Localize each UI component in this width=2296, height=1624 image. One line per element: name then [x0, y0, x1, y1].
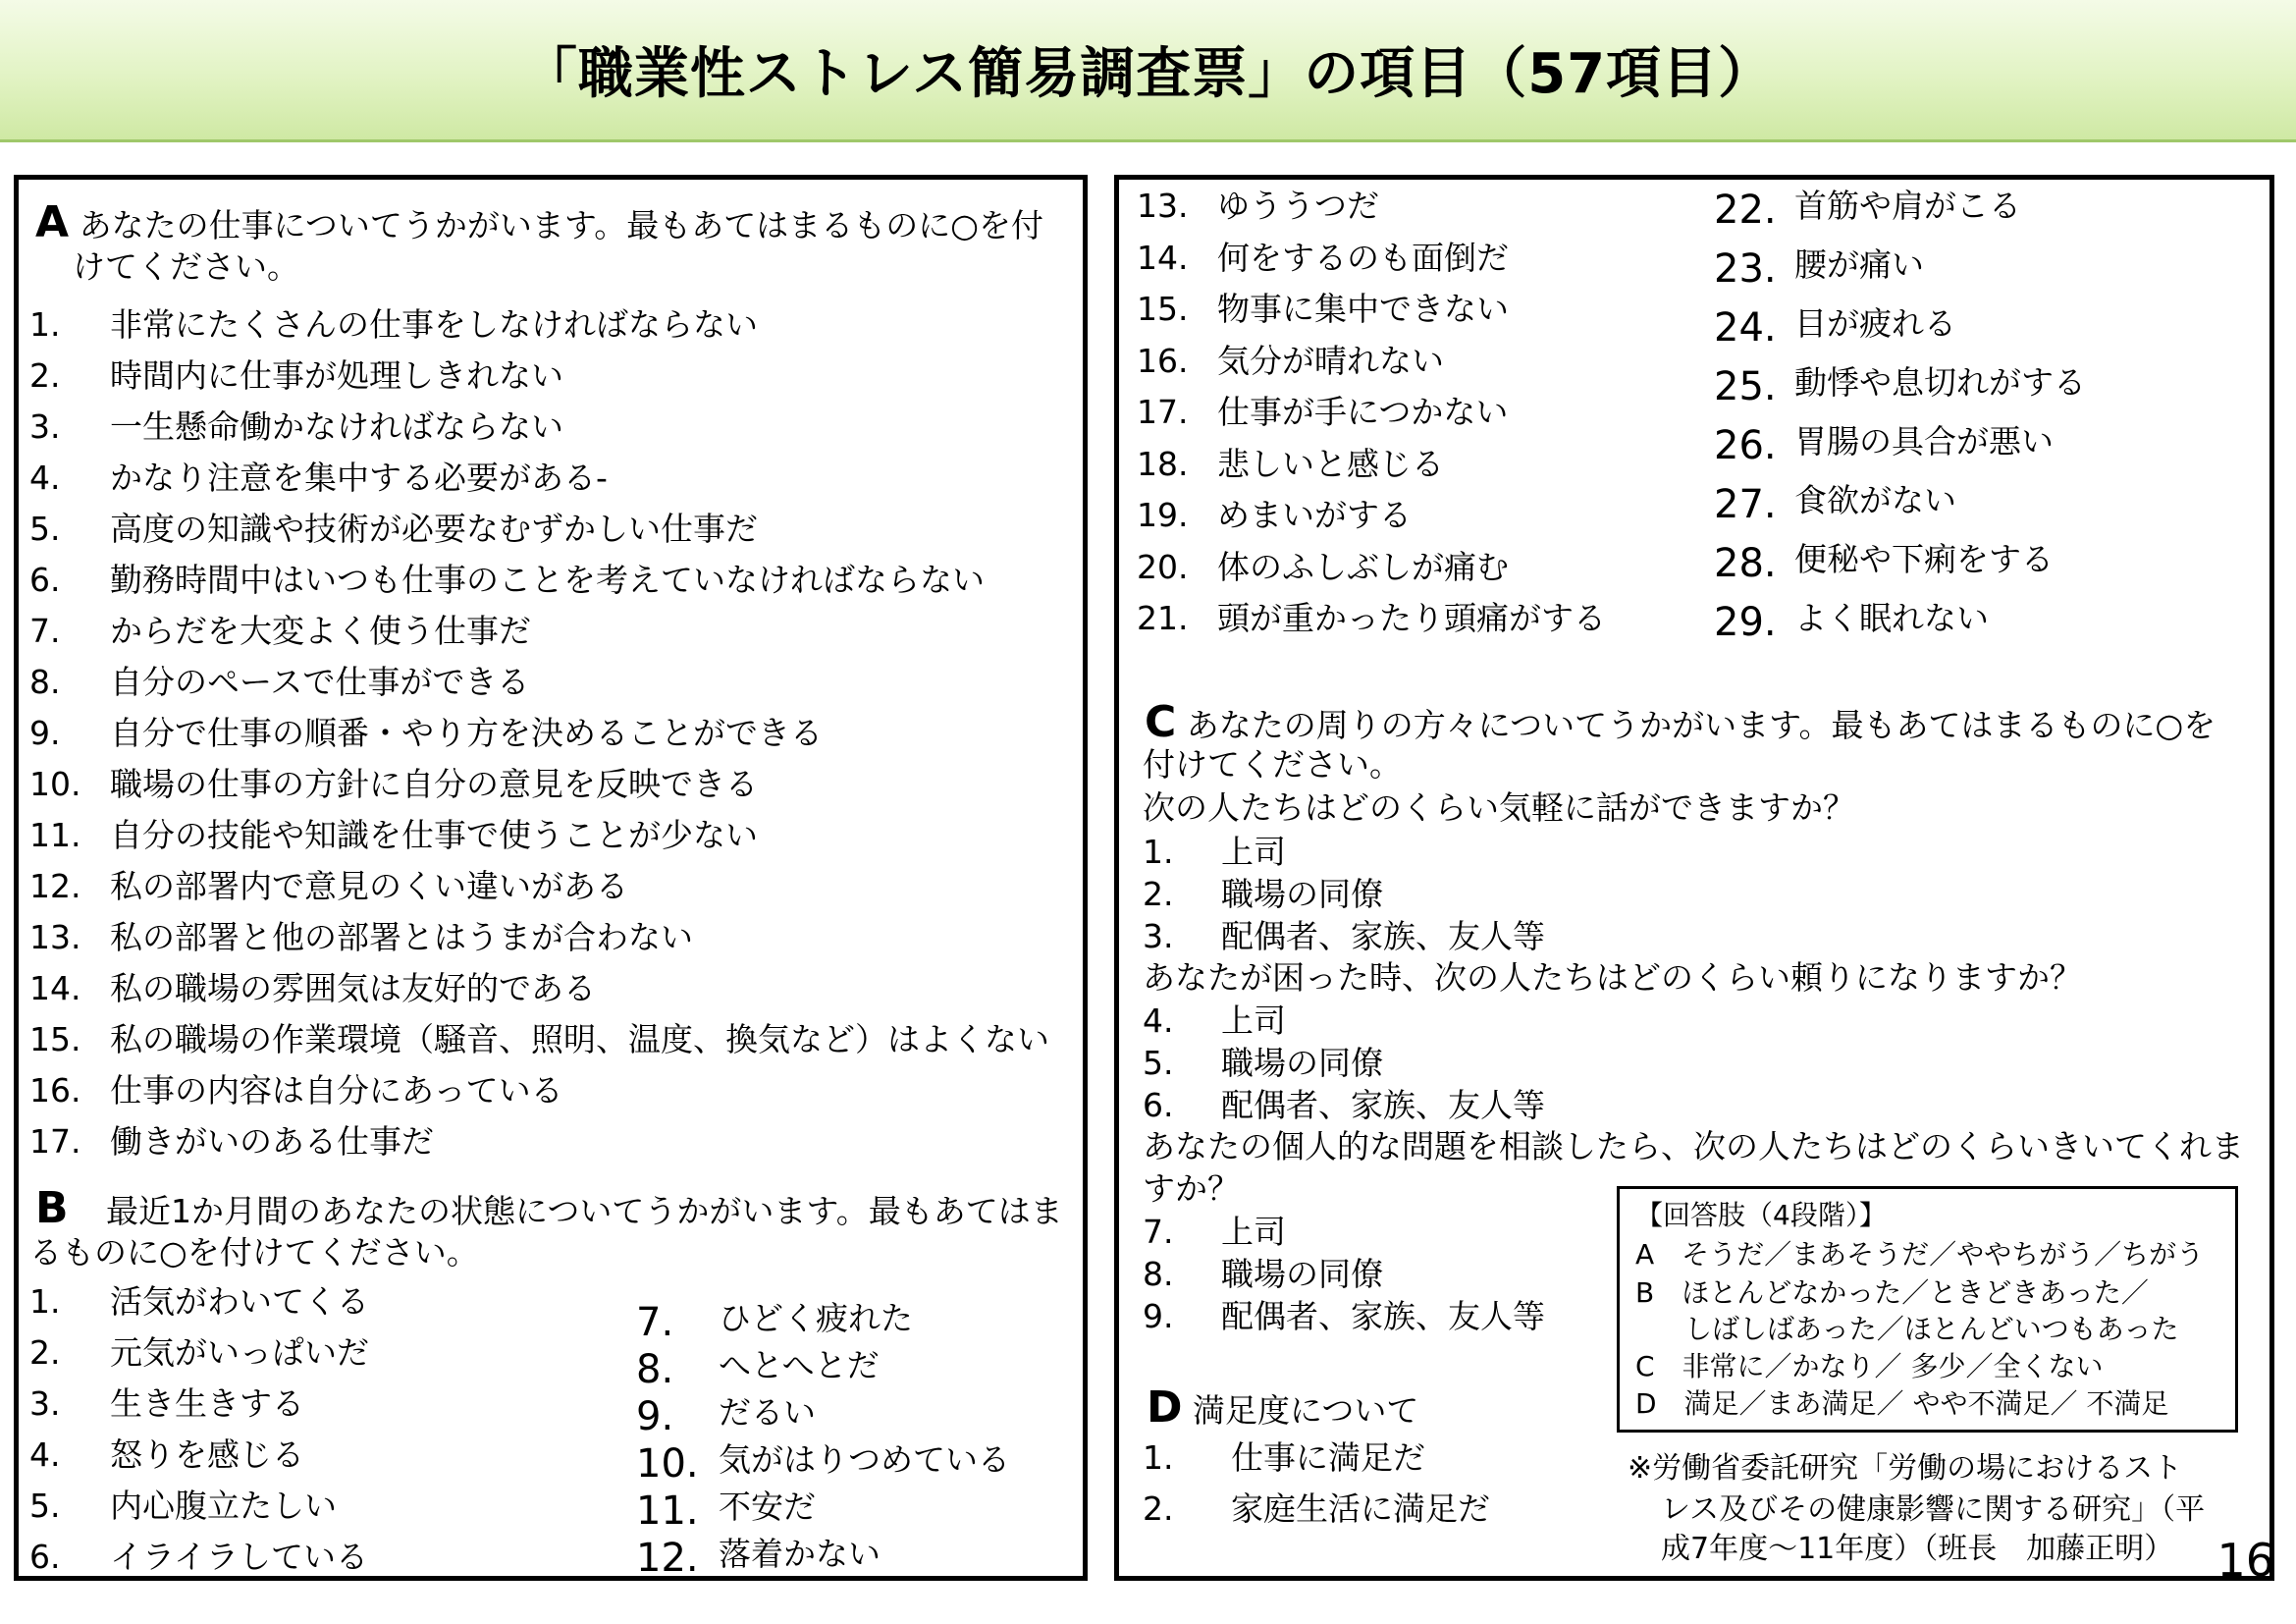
item-text: 頭が重かったり頭痛がする [1217, 599, 1606, 637]
item-text: 食欲がない [1794, 481, 1956, 519]
item-number: 4. [29, 1435, 61, 1474]
item-number: 14. [1137, 238, 1189, 277]
section-b-intro-line1: 最近1か月間のあなたの状態についてうかがいます。最もあてはま [106, 1192, 1063, 1230]
item-text: 勤務時間中はいつも仕事のことを考えていなければならない [110, 561, 985, 599]
item-number: 4. [1143, 1001, 1174, 1040]
item-number: 11. [29, 816, 81, 854]
item-number: 1. [1143, 1438, 1174, 1477]
footnote-line3: 成7年度～11年度）（班長 加藤正明） [1661, 1532, 2174, 1566]
footnote-line1: ※労働省委託研究「労働の場におけるスト [1628, 1451, 2183, 1486]
section-a-heading [35, 199, 1043, 246]
item-number: 19. [1137, 496, 1189, 534]
response-option-d: D 満足／まあ満足／ やや不満足／ 不満足 [1635, 1387, 2169, 1420]
section-c-intro-line1: あなたの周りの方々についてうかがいます。最もあてはまるものに○を [1186, 706, 2216, 744]
item-number: 29. [1714, 600, 1777, 645]
item-number: 1. [29, 305, 61, 344]
section-c-question-3-line2: すか？ [1143, 1169, 1240, 1208]
item-number: 9. [1143, 1297, 1174, 1335]
item-number: 28. [1714, 541, 1777, 586]
item-text: 体のふしぶしが痛む [1217, 547, 1509, 586]
item-number: 15. [1137, 290, 1189, 328]
item-number: 1. [29, 1282, 61, 1321]
item-number: 5. [29, 1487, 61, 1525]
item-text: 職場の仕事の方針に自分の意見を反映できる [110, 765, 758, 803]
item-number: 27. [1714, 482, 1777, 527]
section-c-heading [1145, 699, 2216, 746]
item-text: 上司 [1221, 1213, 1286, 1251]
item-number: 25. [1714, 364, 1777, 409]
item-number: 18. [1137, 444, 1189, 483]
item-number: 2. [29, 356, 61, 395]
item-text: 元気がいっぱいだ [110, 1333, 369, 1372]
item-text: 腰が痛い [1794, 245, 1924, 284]
item-text: だるい [719, 1393, 816, 1432]
item-number: 15. [29, 1020, 81, 1058]
item-text: 物事に集中できない [1217, 290, 1509, 328]
section-c-letter: C [1145, 697, 1177, 747]
item-number: 22. [1714, 188, 1777, 233]
item-text: 首筋や肩がこる [1794, 187, 2021, 225]
item-text: 活気がわいてくる [110, 1282, 369, 1321]
item-text: 私の部署内で意見のくい違いがある [110, 867, 628, 905]
item-text: からだを大変よく使う仕事だ [110, 612, 531, 650]
item-number: 17. [29, 1122, 81, 1161]
item-text: 胃腸の具合が悪い [1794, 422, 2054, 460]
item-number: 3. [29, 407, 61, 446]
item-text: 時間内に仕事が処理しきれない [110, 356, 563, 395]
item-text: イライラしている [110, 1538, 369, 1576]
footnote-line2: レス及びその健康影響に関する研究」（平 [1661, 1492, 2206, 1527]
item-number: 5. [29, 510, 61, 548]
item-text: 上司 [1221, 1001, 1286, 1040]
item-number: 8. [636, 1347, 674, 1392]
item-number: 12. [636, 1536, 699, 1581]
item-text: 配偶者、家族、友人等 [1221, 1297, 1545, 1335]
item-number: 5. [1143, 1044, 1174, 1082]
response-option-b-line1: B ほとんどなかった／ときどきあった／ [1635, 1276, 2149, 1309]
item-text: 非常にたくさんの仕事をしなければならない [110, 305, 758, 344]
title-bar [0, 0, 2296, 142]
item-number: 6. [29, 1538, 61, 1576]
section-d-title: 満足度について [1193, 1391, 1419, 1430]
item-text: めまいがする [1217, 496, 1412, 534]
item-text: 私の職場の雰囲気は友好的である [110, 969, 596, 1007]
item-text: へとへとだ [719, 1346, 880, 1384]
item-text: 職場の同僚 [1221, 875, 1383, 913]
item-text: 悲しいと感じる [1217, 444, 1444, 483]
item-text: ゆううつだ [1217, 187, 1379, 225]
section-b-letter: B [35, 1183, 69, 1233]
item-number: 9. [636, 1394, 674, 1439]
item-number: 24. [1714, 305, 1777, 351]
item-number: 8. [1143, 1255, 1174, 1293]
section-b-heading [35, 1185, 1063, 1232]
item-text: 内心腹立たしい [110, 1487, 337, 1525]
item-text: 生き生きする [110, 1384, 304, 1423]
item-number: 8. [29, 663, 61, 701]
item-number: 10. [29, 765, 81, 803]
item-text: 職場の同僚 [1221, 1255, 1383, 1293]
item-number: 3. [29, 1384, 61, 1423]
item-text: 動悸や息切れがする [1794, 363, 2086, 402]
item-text: 不安だ [719, 1488, 816, 1526]
section-a-intro-line1: あなたの仕事についてうかがいます。最もあてはまるものに○を付 [79, 206, 1044, 244]
section-c-question-2: あなたが困った時、次の人たちはどのくらい頼りになりますか？ [1143, 958, 2082, 997]
section-b-intro-line2: るものに○を付けてください。 [29, 1233, 479, 1272]
item-text: 怒りを感じる [110, 1435, 304, 1474]
item-text: 仕事の内容は自分にあっている [110, 1071, 563, 1110]
item-text: 何をするのも面倒だ [1217, 238, 1509, 277]
item-text: 私の職場の作業環境（騒音、照明、温度、換気など）はよくない [110, 1020, 1049, 1058]
item-text: 自分のペースで仕事ができる [110, 663, 530, 701]
item-text: 仕事に満足だ [1231, 1438, 1425, 1477]
item-number: 6. [29, 561, 61, 599]
item-number: 2. [1143, 1489, 1174, 1528]
item-text: 目が疲れる [1794, 304, 1956, 343]
page-title: 「職業性ストレス簡易調査票」の項目（57項目） [521, 42, 1775, 106]
response-option-a: A そうだ／まあそうだ／ややちがう／ちがう [1635, 1238, 2205, 1271]
item-number: 7. [29, 612, 61, 650]
item-number: 17. [1137, 393, 1189, 431]
page-number: 16 [2216, 1534, 2274, 1587]
section-d-heading [1147, 1384, 1418, 1432]
item-text: 一生懸命働かなければならない [110, 407, 563, 446]
item-number: 20. [1137, 547, 1189, 586]
response-options-box [1617, 1186, 2238, 1433]
response-options-heading: 【回答肢（4段階）】 [1635, 1199, 1887, 1231]
item-text: 自分で仕事の順番・やり方を決めることができる [110, 714, 823, 752]
item-text: 働きがいのある仕事だ [110, 1122, 434, 1161]
item-number: 16. [29, 1071, 81, 1110]
section-a-letter: A [35, 197, 70, 247]
item-text: 高度の知識や技術が必要なむずかしい仕事だ [110, 510, 758, 548]
response-option-c: C 非常に／かなり／ 多少／全くない [1635, 1350, 2104, 1382]
item-number: 26. [1714, 423, 1777, 468]
response-option-b-line2: しばしばあった／ほとんどいつもあった [1684, 1313, 2179, 1345]
item-text: 配偶者、家族、友人等 [1221, 917, 1545, 955]
item-text: 落着かない [719, 1535, 881, 1573]
item-number: 13. [1137, 187, 1189, 225]
item-number: 3. [1143, 917, 1174, 955]
item-number: 1. [1143, 833, 1174, 871]
item-number: 4. [29, 459, 61, 497]
item-number: 7. [1143, 1213, 1174, 1251]
item-text: 気分が晴れない [1217, 341, 1444, 380]
item-number: 2. [29, 1333, 61, 1372]
item-number: 23. [1714, 246, 1777, 292]
item-text: 自分の技能や知識を仕事で使うことが少ない [110, 816, 758, 854]
item-text: 私の部署と他の部署とはうまが合わない [110, 918, 693, 956]
item-text: よく眠れない [1794, 599, 1989, 637]
item-number: 10. [636, 1441, 699, 1487]
item-number: 11. [636, 1489, 699, 1534]
item-number: 6. [1143, 1086, 1174, 1124]
section-c-intro-line2: 付けてください。 [1143, 745, 1402, 784]
item-text: 配偶者、家族、友人等 [1221, 1086, 1545, 1124]
item-number: 14. [29, 969, 81, 1007]
item-text: 上司 [1221, 833, 1286, 871]
item-number: 7. [636, 1300, 674, 1345]
item-text: かなり注意を集中する必要がある- [110, 459, 608, 497]
section-c-question-1: 次の人たちはどのくらい気軽に話ができますか？ [1143, 788, 1855, 827]
section-a-intro-line2: けてください。 [73, 247, 299, 286]
item-number: 9. [29, 714, 61, 752]
item-text: 便秘や下痢をする [1794, 540, 2054, 578]
item-number: 16. [1137, 341, 1189, 380]
item-text: 職場の同僚 [1221, 1044, 1383, 1082]
item-text: 気がはりつめている [719, 1440, 1010, 1479]
item-text: 仕事が手につかない [1217, 393, 1509, 431]
item-text: ひどく疲れた [719, 1299, 913, 1337]
section-c-question-3-line1: あなたの個人的な問題を相談したら、次の人たちはどのくらいきいてくれま [1143, 1127, 2244, 1165]
item-number: 21. [1137, 599, 1189, 637]
item-number: 12. [29, 867, 81, 905]
item-number: 13. [29, 918, 81, 956]
item-number: 2. [1143, 875, 1174, 913]
item-text: 家庭生活に満足だ [1231, 1489, 1490, 1528]
section-d-letter: D [1147, 1382, 1183, 1433]
